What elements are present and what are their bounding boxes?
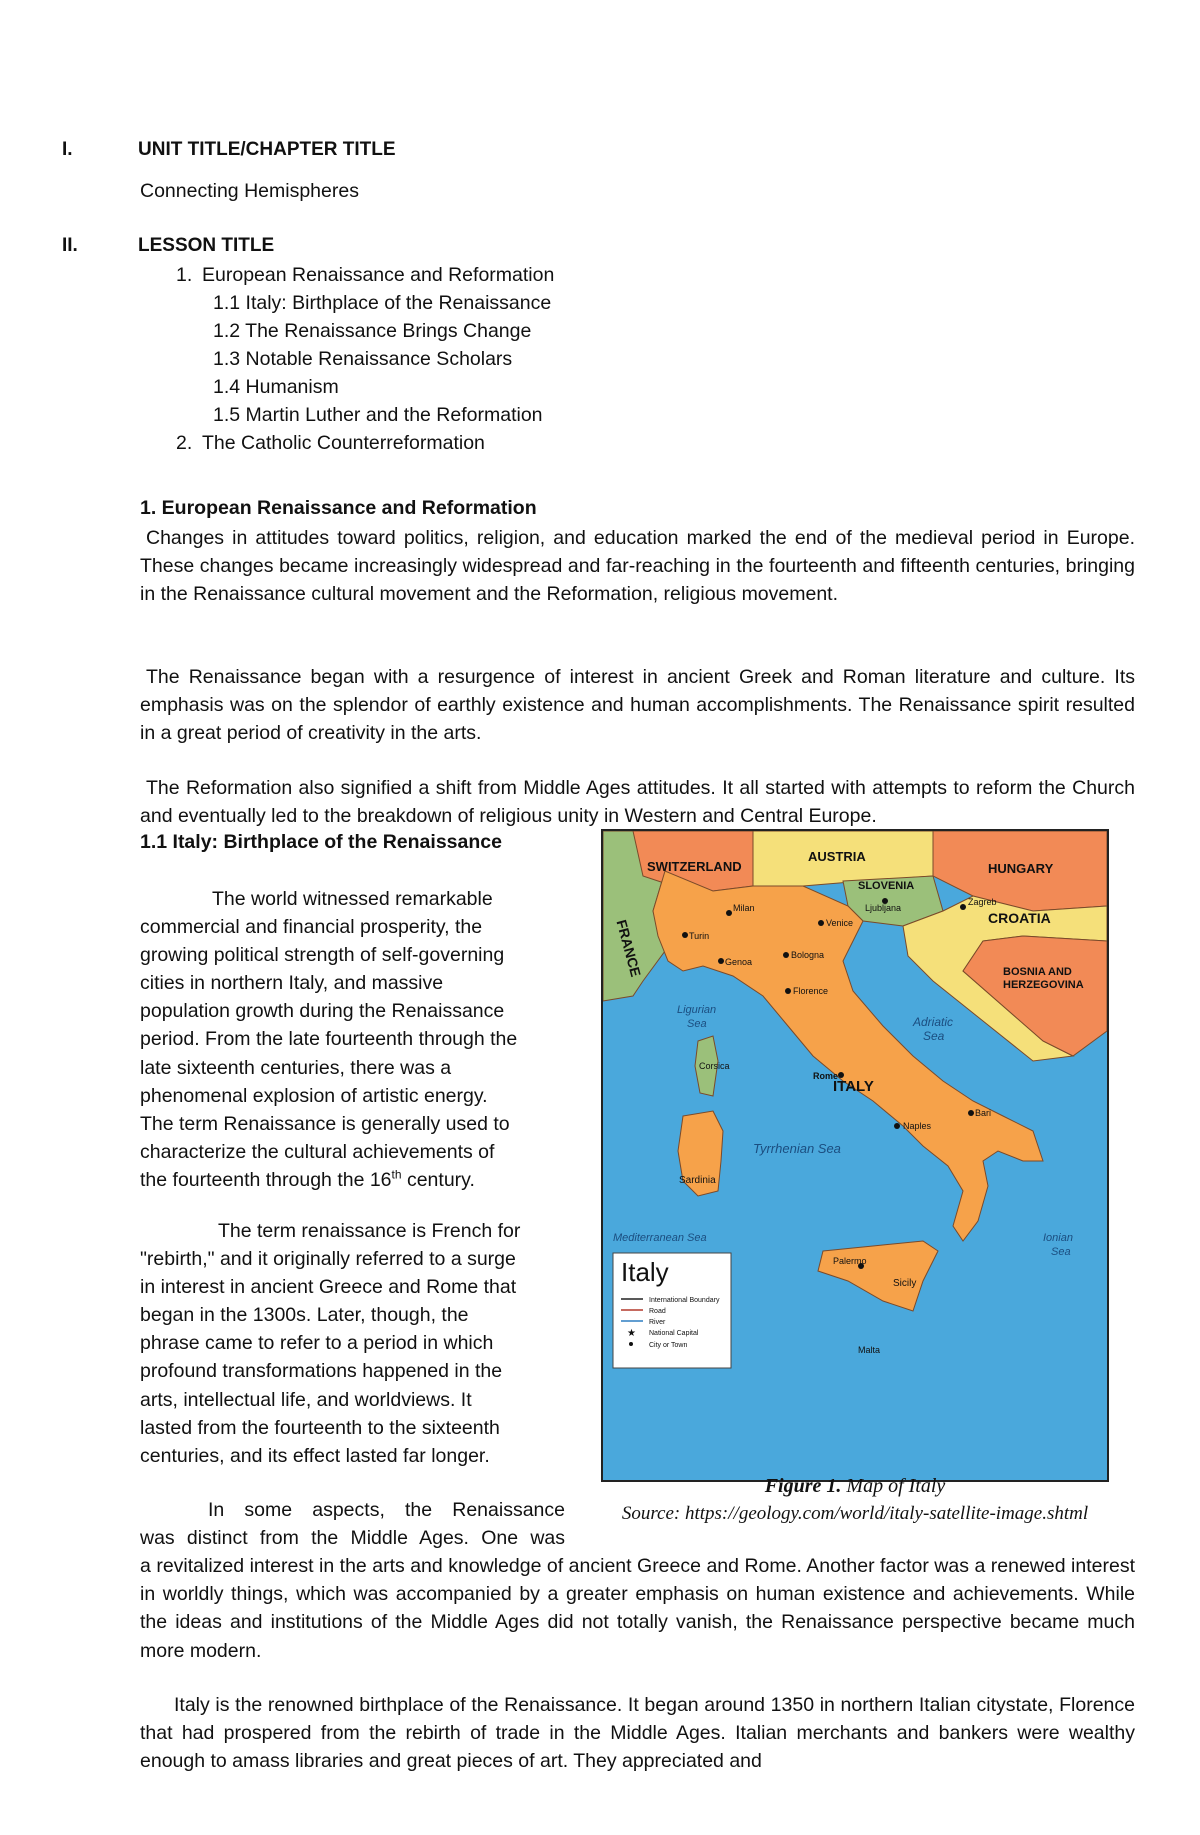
city-dot: [894, 1123, 900, 1129]
sea-label: Sea: [687, 1018, 707, 1030]
map-figure: [601, 829, 1109, 1482]
city-dot: [968, 1110, 974, 1116]
paragraph: a revitalized interest in the arts and knowledge of ancient Greece and Rome. Another factor was a renewed interest in worldly things, which was accompanied by a greater emphasis on human existence and achievements. While the ideas and institutions of the Middle Ages did not totally vanish, the Renaissance perspective became much more modern.: [140, 1555, 1135, 1662]
island-label: Malta: [858, 1345, 881, 1355]
city-label: Bari: [975, 1108, 992, 1118]
legend-title: Italy: [621, 1257, 669, 1287]
country-label: SWITZERLAND: [647, 859, 742, 874]
country-label: HUNGARY: [988, 861, 1054, 876]
unit-title-content: Connecting Hemispheres: [140, 180, 359, 202]
city-label: Genoa: [725, 957, 753, 967]
city-label: Milan: [733, 903, 755, 913]
text-line: period. From the late fourteenth through the: [140, 1028, 518, 1051]
city-label: Venice: [826, 918, 854, 928]
left-column-paragraph: [140, 1496, 565, 1552]
lesson-item: 1.2 The Renaissance Brings Change: [213, 320, 532, 342]
legend-item: Road: [649, 1308, 666, 1315]
italy-map: [603, 831, 1107, 1480]
sea-label: Ligurian: [677, 1004, 717, 1016]
city-label: Turin: [689, 931, 710, 941]
sea-label: Sea: [923, 1029, 945, 1043]
text-line: phrase came to refer to a period in which: [140, 1332, 494, 1355]
left-column-paragraph: [140, 1217, 565, 1470]
lesson-item: 2. The Catholic Counterreformation: [176, 432, 485, 454]
superscript: th: [391, 1167, 402, 1182]
city-label: Ljubljana: [865, 903, 902, 913]
legend-item: City or Town: [649, 1342, 688, 1349]
sea-label: Mediterranean Sea: [613, 1232, 707, 1244]
lesson-item: 1.3 Notable Renaissance Scholars: [213, 348, 513, 370]
paragraph: Changes in attitudes toward politics, religion, and education marked the end of the medieval period in Europe. These changes became increasingly widespread and far-reaching in the fourteenth and fifteenth centuries, bringing in the Renaissance cultural movement and the Reformation, religious movement.: [140, 527, 1135, 606]
city-dot: [785, 988, 791, 994]
legend-item: National Capital: [649, 1330, 699, 1337]
city-dot: [718, 958, 724, 964]
text-line: was distinct from the Middle Ages. One was: [140, 1527, 565, 1550]
island-label: Corsica: [699, 1061, 730, 1071]
island-label: Sardinia: [679, 1175, 716, 1186]
map-legend: [613, 1253, 731, 1368]
text-line: The world witnessed remarkable: [212, 888, 493, 910]
text-line: characterize the cultural achievements of: [140, 1140, 495, 1163]
text-line: In some aspects, the Renaissance: [208, 1499, 565, 1521]
text-line: arts, intellectual life, and worldviews. It: [140, 1388, 472, 1411]
text-line: cities in northern Italy, and massive: [140, 972, 444, 995]
section-title: LESSON TITLE: [138, 235, 275, 256]
section-number: II.: [62, 235, 78, 256]
sea-label: Adriatic: [913, 1015, 954, 1029]
country-label: FRANCE: [613, 917, 645, 979]
text-line: late sixteenth centuries, there was a: [140, 1056, 452, 1079]
country-label: AUSTRIA: [808, 849, 866, 864]
sea-label: Ionian: [1043, 1232, 1073, 1244]
text-line: commercial and financial prosperity, the: [140, 916, 483, 939]
text-span: the fourteenth through the 16: [140, 1168, 392, 1191]
text-line: growing political strength of self-governing: [140, 944, 505, 967]
legend-swatch: [629, 1342, 633, 1346]
section-title: UNIT TITLE/CHAPTER TITLE: [138, 139, 396, 160]
city-dot: [960, 904, 966, 910]
sea-label: Sea: [1051, 1246, 1071, 1258]
country-label: BOSNIA AND: [1003, 966, 1072, 978]
paragraph: Italy is the renowned birthplace of the Renaissance. It began around 1350 in northern Italian citystate, Florence that had prospered from the rebirth of trade in the Middle Ages. Italian merchants and bankers were wealthy enough to amass libraries and great pieces of art. They appreciated and: [140, 1694, 1135, 1773]
section-heading: 1.1 Italy: Birthplace of the Renaissance: [140, 831, 502, 853]
text-line: "rebirth," and it originally referred to a surge: [140, 1248, 516, 1271]
city-dot: [682, 932, 688, 938]
left-column-paragraph: [140, 885, 565, 1194]
star-icon: ★: [627, 1328, 636, 1339]
lesson-item: 1. European Renaissance and Reformation: [176, 264, 555, 286]
legend-item: International Boundary: [649, 1297, 720, 1304]
paragraph: The Renaissance began with a resurgence of interest in ancient Greek and Roman literature and culture. Its emphasis was on the splendor of earthly existence and human accomplishments. The Renaissance spirit resulted in a great period of creativity in the arts.: [140, 666, 1135, 745]
figure-source: Source: https://geology.com/world/italy-satellite-image.shtml: [621, 1503, 1089, 1524]
text-line: The term Renaissance is generally used to: [140, 1112, 510, 1135]
figure-label: Figure 1.: [764, 1475, 842, 1497]
lesson-item: 1.4 Humanism: [213, 376, 339, 398]
text-line: began in the 1300s. Later, though, the: [140, 1304, 469, 1327]
country-label: HERZEGOVINA: [1003, 979, 1084, 991]
country-label: CROATIA: [988, 910, 1051, 926]
country-label: SLOVENIA: [858, 880, 915, 892]
text-line: population growth during the Renaissance: [140, 1000, 505, 1023]
country-label: ITALY: [833, 1078, 874, 1095]
figure-caption: [601, 1475, 1109, 1498]
city-label: Bologna: [791, 950, 825, 960]
text-line: phenomenal explosion of artistic energy.: [140, 1084, 488, 1107]
city-label: Palermo: [833, 1256, 867, 1266]
figure-caption-text: Map of Italy: [841, 1475, 946, 1497]
text-line: [140, 1166, 565, 1194]
text-line: The term renaissance is French for: [218, 1220, 521, 1242]
city-label: Naples: [903, 1121, 932, 1131]
text-line: profound transformations happened in the: [140, 1360, 503, 1383]
city-label: Florence: [793, 986, 829, 996]
section-number: I.: [62, 139, 73, 160]
section-heading: 1. European Renaissance and Reformation: [140, 497, 537, 519]
text-line: lasted from the fourteenth to the sixteenth: [140, 1416, 500, 1439]
text-span: century.: [401, 1168, 475, 1191]
city-label: Rome: [813, 1071, 839, 1081]
city-dot: [838, 1072, 844, 1078]
legend-item: River: [649, 1319, 666, 1326]
city-dot: [726, 910, 732, 916]
sea-label: Tyrrhenian Sea: [753, 1141, 841, 1156]
city-dot: [783, 952, 789, 958]
city-dot: [818, 920, 824, 926]
city-label: Zagreb: [968, 897, 997, 907]
lesson-item: 1.1 Italy: Birthplace of the Renaissance: [213, 292, 552, 314]
text-line: in interest in ancient Greece and Rome that: [140, 1276, 517, 1299]
text-line: centuries, and its effect lasted far longer.: [140, 1444, 490, 1467]
paragraph: The Reformation also signified a shift from Middle Ages attitudes. It all started with attempts to reform the Church and eventually led to the breakdown of religious unity in Western and Central Europe.: [140, 777, 1135, 828]
lesson-item: 1.5 Martin Luther and the Reformation: [213, 404, 543, 426]
island-label: Sicily: [893, 1278, 917, 1289]
